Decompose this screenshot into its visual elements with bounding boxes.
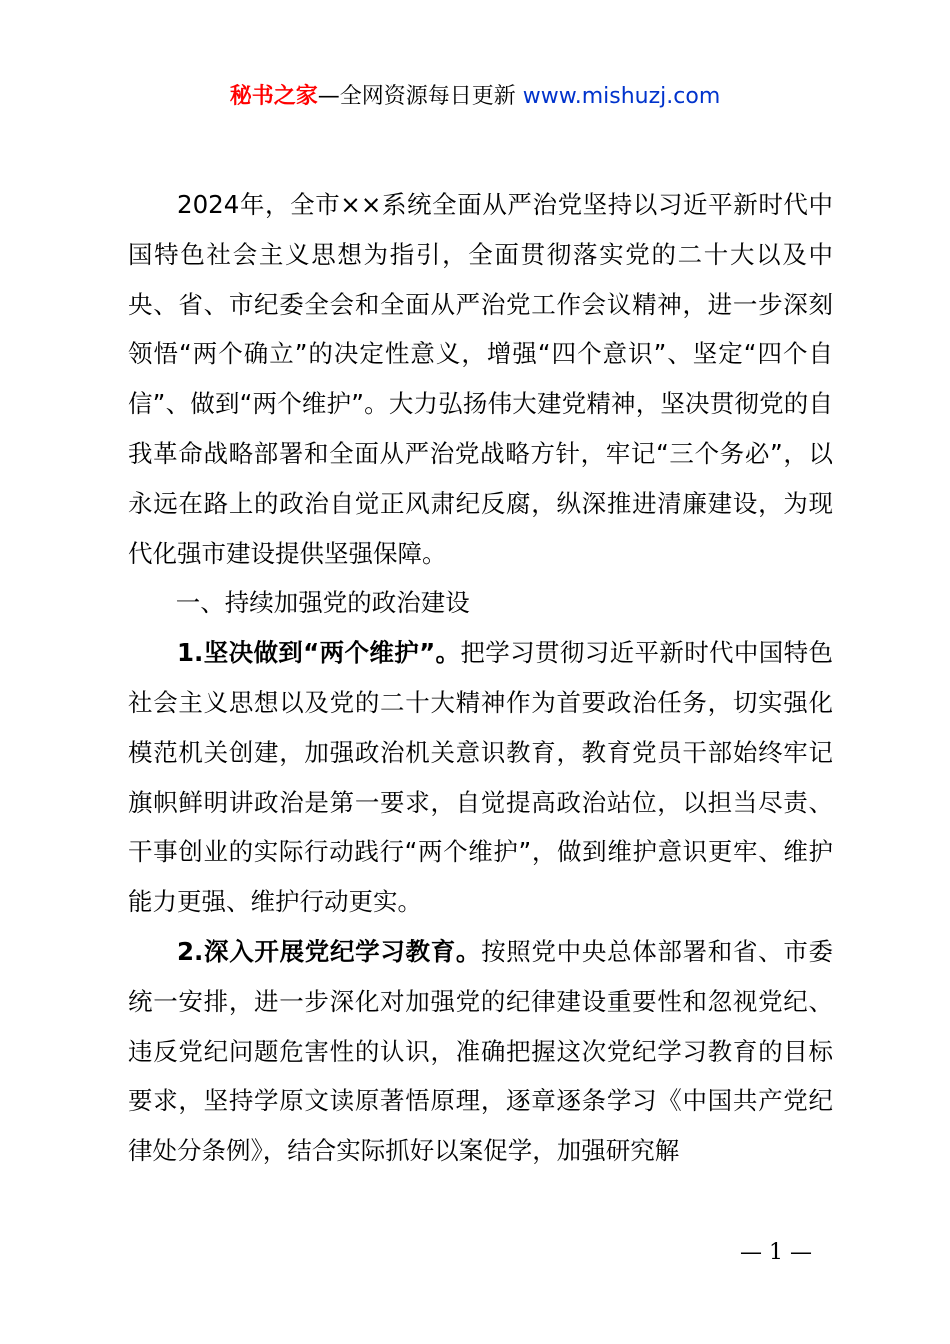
section-heading: 一、持续加强党的政治建设 bbox=[175, 588, 470, 618]
item-paragraph-2 bbox=[128, 927, 833, 1176]
site-brand: 秘书之家 bbox=[229, 84, 318, 109]
intro-paragraph: 2024年，全市××系统全面从严治党坚持以习近平新时代中国特色社会主义思想为指引，全面贯彻落实党的二十大以及中央、省、市纪委全会和全面从严治党工作会议精神，进一步深刻领悟“两个确立”的决定性意义，增强“四个意识”、坚定“四个自信”、做到“两个维护”。大力弘扬伟大建党精神，坚决贯彻党的自我革命战略部署和全面从严治党战略方针，牢记“三个务必”，以永远在路上的政治自觉正风肃纪反腐，纵深推进清廉建设，为现代化强市建设提供坚强保障。 bbox=[128, 190, 833, 568]
site-url-link[interactable]: www.mishuzj.com bbox=[522, 84, 721, 109]
site-tagline: —全网资源每日更新 bbox=[317, 84, 516, 109]
item-text-2: 按照党中央总体部署和省、市委统一安排，进一步深化对加强党的纪律建设重要性和忽视党纪、违反党纪问题危害性的认识，准确把握这次党纪学习教育的目标要求，坚持学原文读原著悟原理，逐章逐条学习《中国共产党纪律处分条例》，结合实际抓好以案促学，加强研究解 bbox=[128, 936, 834, 1166]
item-text-1: 把学习贯彻习近平新时代中国特色社会主义思想以及党的二十大精神作为首要政治任务，切实强化模范机关创建，加强政治机关意识教育，教育党员干部始终牢记旗帜鲜明讲政治是第一要求，自觉提高政治站位，以担当尽责、干事创业的实际行动践行“两个维护”，做到维护意识更牢、维护能力更强、维护行动更实。 bbox=[128, 638, 834, 917]
page-number: — 1 — bbox=[740, 1240, 812, 1265]
site-header bbox=[0, 82, 950, 112]
item-title-1: 1.坚决做到“两个维护”。 bbox=[177, 638, 461, 668]
document-body bbox=[128, 180, 833, 1176]
item-title-2: 2.深入开展党纪学习教育。 bbox=[177, 936, 482, 966]
item-paragraph-1 bbox=[128, 628, 833, 927]
